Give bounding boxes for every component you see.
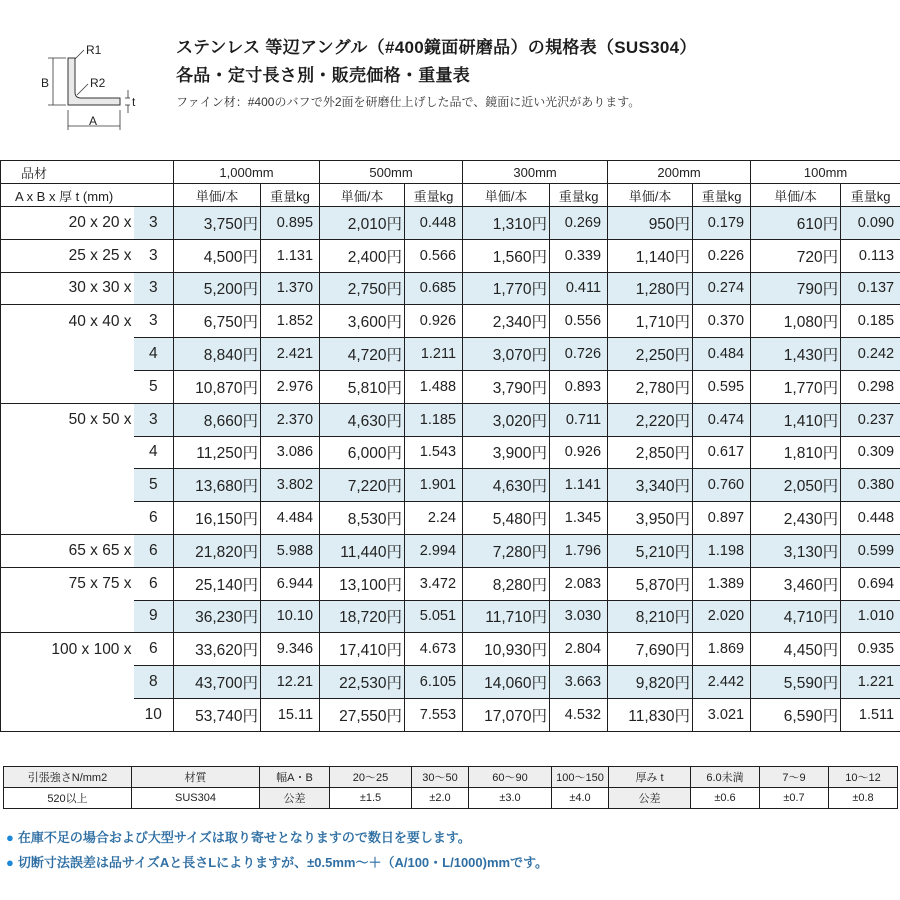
weight-cell: 0.269 [550,207,608,240]
thickness-cell: 6 [134,633,174,666]
page-header [0,0,900,160]
price-cell: 2,220円 [608,403,693,436]
size-cell: 100 x 100 x [1,633,134,666]
weight-cell: 1.345 [550,502,608,535]
size-cell: 30 x 30 x [1,272,134,305]
weight-cell: 2.24 [405,502,463,535]
weight-cell: 0.599 [841,534,900,567]
thickness-cell: 8 [134,666,174,699]
spec-cell: 7〜9 [760,767,829,788]
page-title: ステンレス 等辺アングル（#400鏡面研磨品）の規格表（SUS304） [176,38,697,57]
weight-cell: 1.211 [405,338,463,371]
spec-cell: 公差 [609,788,691,809]
header-price: 単価/本 [463,184,550,207]
weight-cell: 0.448 [405,207,463,240]
label-b: B [41,76,50,90]
table-row [1,633,900,666]
weight-cell: 0.926 [550,436,608,469]
spec-row-headers [4,767,898,788]
weight-cell: 5.051 [405,600,463,633]
table-row [1,272,900,305]
thickness-cell: 3 [134,272,174,305]
label-a: A [89,114,98,128]
weight-cell: 4.673 [405,633,463,666]
price-cell: 2,430円 [751,502,841,535]
price-cell: 10,870円 [174,370,261,403]
spec-cell: ±0.7 [760,788,829,809]
weight-cell: 1.511 [841,698,900,731]
thickness-cell: 4 [134,436,174,469]
weight-cell: 1.185 [405,403,463,436]
table-row [1,567,900,600]
weight-cell: 0.090 [841,207,900,240]
weight-cell: 6.105 [405,666,463,699]
price-cell: 11,710円 [463,600,550,633]
label-r2: R2 [90,76,106,90]
weight-cell: 0.309 [841,436,900,469]
header-price: 単価/本 [174,184,261,207]
weight-cell: 2.370 [261,403,320,436]
price-cell: 7,280円 [463,534,550,567]
size-cell [1,698,134,731]
price-cell: 22,530円 [320,666,405,699]
weight-cell: 3.472 [405,567,463,600]
table-row [1,207,900,240]
weight-cell: 0.448 [841,502,900,535]
bullet-icon: ● [6,830,14,845]
price-cell: 5,210円 [608,534,693,567]
weight-cell: 0.370 [693,305,751,338]
price-cell: 1,810円 [751,436,841,469]
price-cell: 3,790円 [463,370,550,403]
weight-cell: 5.988 [261,534,320,567]
weight-cell: 0.694 [841,567,900,600]
weight-cell: 0.566 [405,239,463,272]
size-cell [1,666,134,699]
weight-cell: 1.869 [693,633,751,666]
weight-cell: 2.994 [405,534,463,567]
spec-cell: ±2.0 [412,788,469,809]
weight-cell: 0.895 [261,207,320,240]
price-cell: 3,950円 [608,502,693,535]
spec-cell: 520以上 [4,788,132,809]
price-cell: 7,220円 [320,469,405,502]
price-table-body [1,207,900,732]
size-cell: 20 x 20 x [1,207,134,240]
spec-cell: 30〜50 [412,767,469,788]
spec-cell: 引張強さN/mm2 [4,767,132,788]
thickness-cell: 6 [134,534,174,567]
page-description: ファイン材：#400のバフで外2面を研磨仕上げした品で、鏡面に近い光沢があります。 [176,95,641,109]
spec-tolerance-table [3,766,898,809]
header-price: 単価/本 [320,184,405,207]
price-cell: 1,140円 [608,239,693,272]
header-row-units [1,184,900,207]
header-weight: 重量kg [405,184,463,207]
header-weight: 重量kg [693,184,751,207]
thickness-cell: 3 [134,239,174,272]
price-cell: 3,340円 [608,469,693,502]
price-cell: 4,500円 [174,239,261,272]
weight-cell: 1.010 [841,600,900,633]
angle-cross-section-diagram [38,38,158,138]
weight-cell: 2.083 [550,567,608,600]
price-cell: 16,150円 [174,502,261,535]
price-cell: 2,850円 [608,436,693,469]
price-cell: 4,720円 [320,338,405,371]
price-cell: 1,280円 [608,272,693,305]
weight-cell: 0.685 [405,272,463,305]
thickness-cell: 6 [134,567,174,600]
size-cell [1,600,134,633]
spec-cell: SUS304 [132,788,260,809]
price-cell: 1,710円 [608,305,693,338]
weight-cell: 2.804 [550,633,608,666]
weight-cell: 0.298 [841,370,900,403]
weight-cell: 0.617 [693,436,751,469]
header-weight: 重量kg [841,184,900,207]
spec-cell: ±1.5 [330,788,412,809]
price-cell: 6,000円 [320,436,405,469]
weight-cell: 0.484 [693,338,751,371]
size-cell [1,370,134,403]
weight-cell: 0.935 [841,633,900,666]
price-cell: 17,070円 [463,698,550,731]
price-cell: 3,130円 [751,534,841,567]
price-cell: 720円 [751,239,841,272]
table-row [1,239,900,272]
header-price: 単価/本 [608,184,693,207]
price-cell: 8,660円 [174,403,261,436]
price-cell: 1,770円 [751,370,841,403]
price-cell: 5,870円 [608,567,693,600]
weight-cell: 1.488 [405,370,463,403]
table-row [1,534,900,567]
price-cell: 13,680円 [174,469,261,502]
table-row [1,305,900,338]
price-cell: 4,630円 [463,469,550,502]
price-cell: 2,780円 [608,370,693,403]
spec-cell: 材質 [132,767,260,788]
weight-cell: 15.11 [261,698,320,731]
size-cell: 65 x 65 x [1,534,134,567]
price-cell: 9,820円 [608,666,693,699]
price-cell: 3,750円 [174,207,261,240]
price-cell: 1,310円 [463,207,550,240]
price-cell: 4,630円 [320,403,405,436]
thickness-cell: 9 [134,600,174,633]
weight-cell: 10.10 [261,600,320,633]
price-cell: 1,080円 [751,305,841,338]
spec-cell: ±0.6 [691,788,760,809]
price-cell: 8,530円 [320,502,405,535]
weight-cell: 1.370 [261,272,320,305]
weight-cell: 1.221 [841,666,900,699]
weight-cell: 0.380 [841,469,900,502]
page-subtitle-heading: 各品・定寸長さ別・販売価格・重量表 [176,66,471,85]
header-weight: 重量kg [261,184,320,207]
price-cell: 7,690円 [608,633,693,666]
thickness-cell: 3 [134,403,174,436]
table-row [1,436,900,469]
spec-cell: ±3.0 [469,788,552,809]
spec-cell: 60〜90 [469,767,552,788]
table-row [1,502,900,535]
thickness-cell: 10 [134,698,174,731]
price-cell: 5,480円 [463,502,550,535]
spec-cell: 公差 [260,788,330,809]
header-weight: 重量kg [550,184,608,207]
price-cell: 11,830円 [608,698,693,731]
spec-row-values [4,788,898,809]
weight-cell: 3.021 [693,698,751,731]
price-cell: 11,440円 [320,534,405,567]
spec-cell: 厚み t [609,767,691,788]
price-cell: 1,430円 [751,338,841,371]
price-cell: 6,590円 [751,698,841,731]
spec-cell: 20〜25 [330,767,412,788]
weight-cell: 0.137 [841,272,900,305]
spec-cell: 100〜150 [552,767,609,788]
price-cell: 5,200円 [174,272,261,305]
bullet-icon: ● [6,855,14,870]
weight-cell: 0.897 [693,502,751,535]
weight-cell: 0.926 [405,305,463,338]
size-cell: 40 x 40 x [1,305,134,338]
table-row [1,338,900,371]
label-t: t [132,95,136,109]
weight-cell: 0.226 [693,239,751,272]
weight-cell: 1.131 [261,239,320,272]
price-cell: 4,450円 [751,633,841,666]
price-cell: 1,410円 [751,403,841,436]
weight-cell: 0.893 [550,370,608,403]
note-text: 切断寸法誤差は品サイズAと長さLによりますが、±0.5mm〜＋（A/100・L/1000)mmです。 [17,855,549,870]
table-row [1,469,900,502]
price-cell: 6,750円 [174,305,261,338]
table-row [1,370,900,403]
price-cell: 1,770円 [463,272,550,305]
weight-cell: 7.553 [405,698,463,731]
header-length-100: 100mm [751,161,900,184]
price-cell: 27,550円 [320,698,405,731]
weight-cell: 0.185 [841,305,900,338]
weight-cell: 0.474 [693,403,751,436]
thickness-cell: 3 [134,207,174,240]
price-cell: 2,400円 [320,239,405,272]
price-cell: 2,250円 [608,338,693,371]
price-cell: 14,060円 [463,666,550,699]
weight-cell: 12.21 [261,666,320,699]
header-row-lengths [1,161,900,184]
size-cell [1,469,134,502]
thickness-cell: 5 [134,469,174,502]
header-length-200: 200mm [608,161,751,184]
price-cell: 5,590円 [751,666,841,699]
price-cell: 25,140円 [174,567,261,600]
price-cell: 5,810円 [320,370,405,403]
weight-cell: 0.237 [841,403,900,436]
weight-cell: 0.411 [550,272,608,305]
weight-cell: 4.484 [261,502,320,535]
note-stock [6,827,548,846]
weight-cell: 1.796 [550,534,608,567]
header-dimensions: A x B x 厚 t (mm) [1,184,174,207]
weight-cell: 3.663 [550,666,608,699]
price-cell: 53,740円 [174,698,261,731]
weight-cell: 3.030 [550,600,608,633]
price-cell: 790円 [751,272,841,305]
price-cell: 36,230円 [174,600,261,633]
weight-cell: 6.944 [261,567,320,600]
price-cell: 4,710円 [751,600,841,633]
weight-cell: 2.421 [261,338,320,371]
weight-cell: 0.595 [693,370,751,403]
price-cell: 3,020円 [463,403,550,436]
spec-cell: ±0.8 [829,788,898,809]
size-cell: 75 x 75 x [1,567,134,600]
note-cutting-tolerance [6,852,548,871]
price-cell: 3,900円 [463,436,550,469]
weight-cell: 0.113 [841,239,900,272]
spec-cell: 10〜12 [829,767,898,788]
spec-cell: 6.0未満 [691,767,760,788]
thickness-cell: 5 [134,370,174,403]
weight-cell: 3.086 [261,436,320,469]
price-cell: 1,560円 [463,239,550,272]
size-cell: 50 x 50 x [1,403,134,436]
size-cell [1,436,134,469]
weight-cell: 0.726 [550,338,608,371]
thickness-cell: 6 [134,502,174,535]
weight-cell: 2.442 [693,666,751,699]
weight-cell: 2.976 [261,370,320,403]
notes-section [6,827,548,877]
header-length-300: 300mm [463,161,608,184]
price-cell: 8,840円 [174,338,261,371]
price-cell: 17,410円 [320,633,405,666]
price-cell: 18,720円 [320,600,405,633]
weight-cell: 1.901 [405,469,463,502]
price-cell: 2,750円 [320,272,405,305]
note-text: 在庫不足の場合および大型サイズは取り寄せとなりますので数日を要します。 [17,830,471,845]
price-cell: 950円 [608,207,693,240]
price-cell: 13,100円 [320,567,405,600]
weight-cell: 2.020 [693,600,751,633]
price-cell: 8,280円 [463,567,550,600]
price-cell: 3,600円 [320,305,405,338]
weight-cell: 1.389 [693,567,751,600]
price-cell: 610円 [751,207,841,240]
table-row [1,403,900,436]
price-cell: 43,700円 [174,666,261,699]
header-length-500: 500mm [320,161,463,184]
header-price: 単価/本 [751,184,841,207]
weight-cell: 0.274 [693,272,751,305]
weight-cell: 0.711 [550,403,608,436]
weight-cell: 1.543 [405,436,463,469]
weight-cell: 4.532 [550,698,608,731]
price-cell: 3,070円 [463,338,550,371]
weight-cell: 0.556 [550,305,608,338]
thickness-cell: 4 [134,338,174,371]
size-cell [1,502,134,535]
price-cell: 8,210円 [608,600,693,633]
table-row [1,666,900,699]
weight-cell: 9.346 [261,633,320,666]
weight-cell: 0.760 [693,469,751,502]
table-row [1,698,900,731]
size-cell [1,338,134,371]
price-cell: 2,050円 [751,469,841,502]
price-cell: 11,250円 [174,436,261,469]
price-cell: 10,930円 [463,633,550,666]
price-cell: 2,010円 [320,207,405,240]
label-r1: R1 [86,43,102,57]
spec-cell: ±4.0 [552,788,609,809]
table-row [1,600,900,633]
header-material: 品材 [1,161,174,184]
price-cell: 33,620円 [174,633,261,666]
price-cell: 2,340円 [463,305,550,338]
weight-cell: 1.852 [261,305,320,338]
price-cell: 21,820円 [174,534,261,567]
weight-cell: 1.198 [693,534,751,567]
weight-cell: 3.802 [261,469,320,502]
price-cell: 3,460円 [751,567,841,600]
thickness-cell: 3 [134,305,174,338]
weight-cell: 0.339 [550,239,608,272]
size-cell: 25 x 25 x [1,239,134,272]
weight-cell: 1.141 [550,469,608,502]
spec-cell: 幅A・B [260,767,330,788]
weight-cell: 0.179 [693,207,751,240]
price-weight-table [0,160,900,732]
header-length-1000: 1,000mm [174,161,320,184]
weight-cell: 0.242 [841,338,900,371]
